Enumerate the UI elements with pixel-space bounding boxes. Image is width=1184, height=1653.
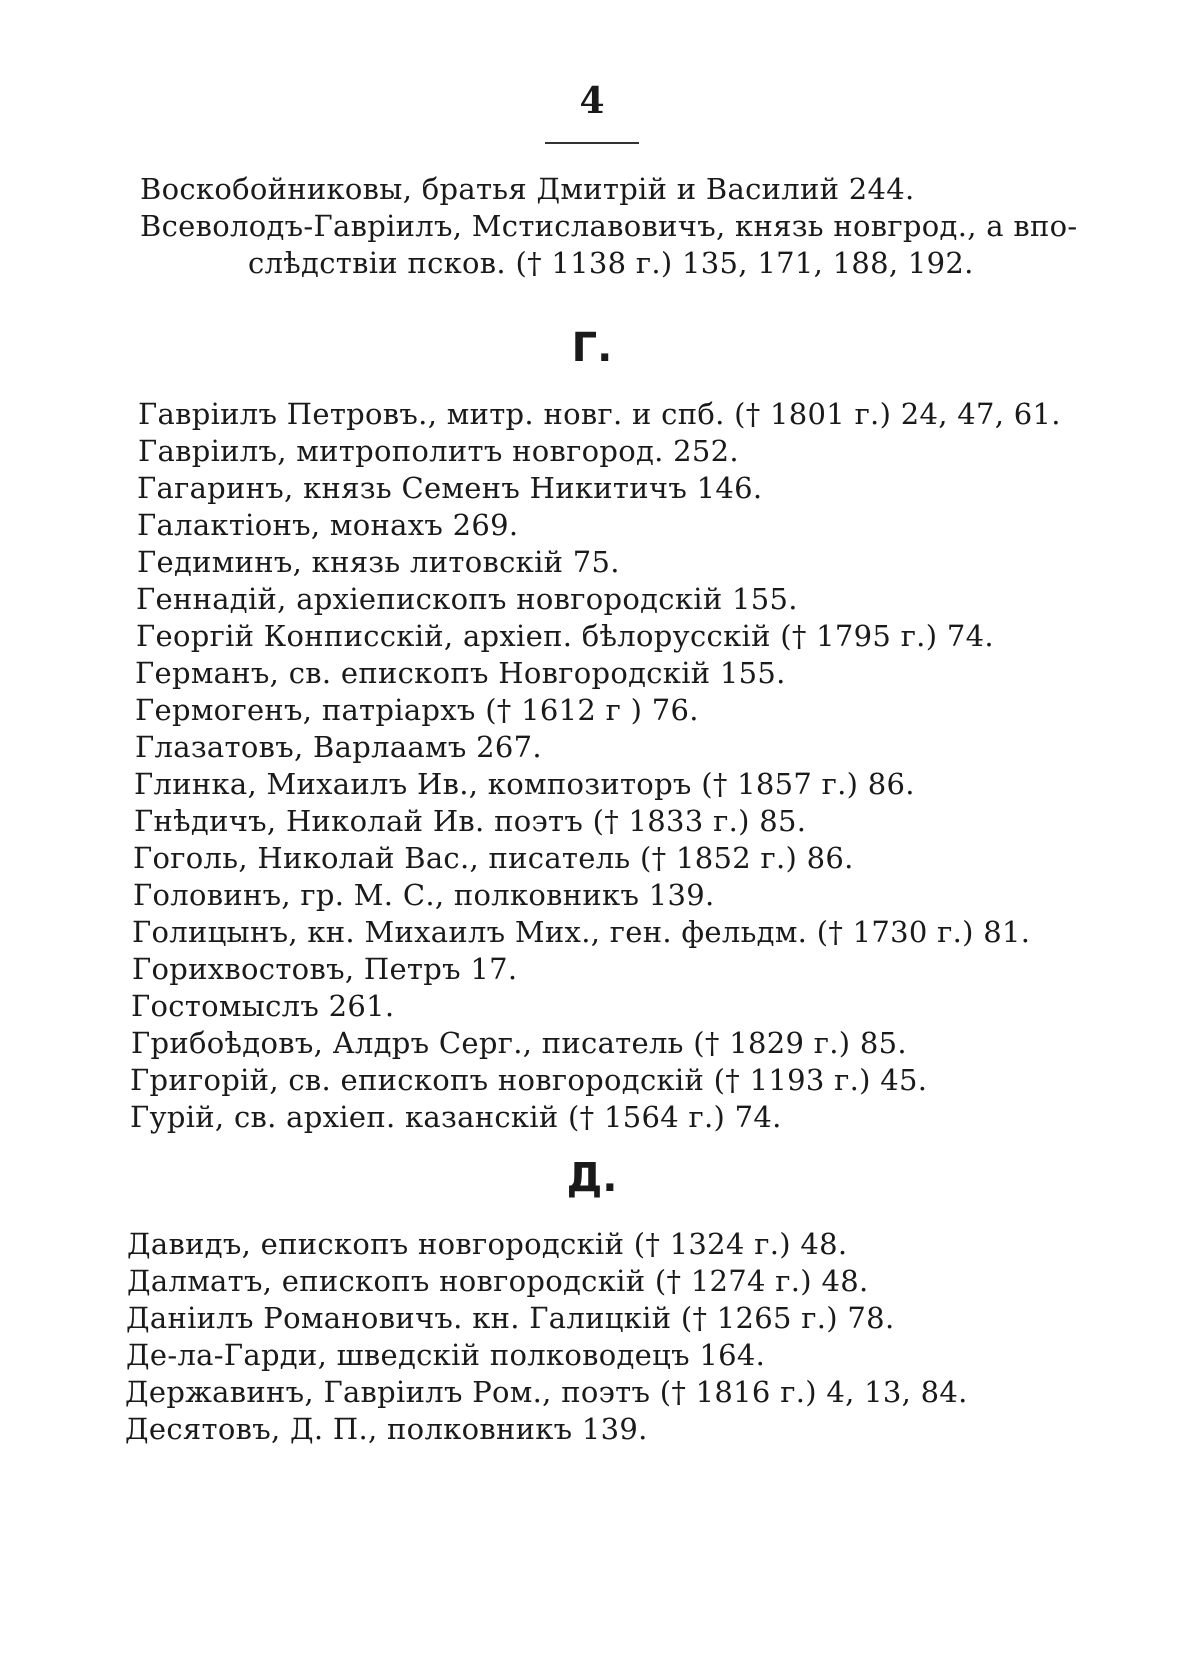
section-heading-d: Д. — [566, 1155, 618, 1201]
index-entry: Грибоѣдовъ, Алдръ Серг., писатель († 1829 г.) 85. — [131, 1026, 907, 1060]
index-entry: Давидъ, епископъ новгородскій († 1324 г.) 48. — [127, 1227, 848, 1261]
index-entry: Де-ла-Гарди, шведскій полководецъ 164. — [126, 1338, 766, 1372]
index-entry: Гавріилъ, митрополитъ новгород. 252. — [138, 434, 739, 468]
index-entry: Гостомыслъ 261. — [131, 989, 395, 1023]
index-entry: Всеволодъ-Гавріилъ, Мстиславовичъ, князь новгрод., а впо- — [140, 209, 1078, 243]
index-entry: Глазатовъ, Варлаамъ 267. — [135, 730, 542, 764]
index-entry: Григорій, св. епископъ новгородскій († 1193 г.) 45. — [130, 1063, 928, 1097]
index-entry: Державинъ, Гавріилъ Ром., поэтъ († 1816 г.) 4, 13, 84. — [125, 1375, 968, 1409]
index-entry: Воскобойниковы, братья Дмитрій и Василий 244. — [140, 172, 915, 206]
page-number: 4 — [579, 80, 605, 122]
index-entry: Галактіонъ, монахъ 269. — [137, 508, 519, 542]
index-entry: Голицынъ, кн. Михаилъ Мих., ген. фельдм. († 1730 г.) 81. — [132, 915, 1031, 949]
index-entry: Головинъ, гр. М. С., полковникъ 139. — [133, 878, 715, 912]
index-entry: Гоголь, Николай Вас., писатель († 1852 г.) 86. — [133, 841, 854, 875]
index-entry: Гедиминъ, князь литовскій 75. — [137, 545, 620, 579]
index-entry: Гагаринъ, князь Семенъ Никитичъ 146. — [137, 471, 763, 505]
index-entry: Далматъ, епископъ новгородскій († 1274 г.) 48. — [127, 1264, 869, 1298]
page-number-rule — [545, 142, 639, 144]
index-entry: Глинка, Михаилъ Ив., композиторъ († 1857 г.) 86. — [134, 767, 915, 801]
index-entry: Гермогенъ, патріархъ († 1612 г ) 76. — [135, 693, 699, 727]
index-entry: Даніилъ Романовичъ. кн. Галицкій († 1265 г.) 78. — [126, 1301, 895, 1335]
top-entries — [0, 171, 1184, 282]
section-d-entries — [0, 1226, 1184, 1448]
index-entry: Георгій Конписскій, архіеп. бѣлорусскій († 1795 г.) 74. — [136, 619, 994, 653]
index-entry: Германъ, св. епископъ Новгородскій 155. — [135, 656, 786, 690]
index-entry: Гавріилъ Петровъ., митр. новг. и спб. († 1801 г.) 24, 47, 61. — [138, 397, 1061, 431]
section-g-entries — [0, 396, 1184, 1136]
section-heading-g: Г. — [571, 325, 613, 371]
index-entry: Гурій, св. архіеп. казанскій († 1564 г.) 74. — [130, 1100, 782, 1134]
index-entry-continuation: слѣдствіи псков. († 1138 г.) 135, 171, 188, 192. — [248, 246, 974, 280]
index-entry: Десятовъ, Д. П., полковникъ 139. — [125, 1412, 648, 1446]
index-entry: Геннадій, архіепископъ новгородскій 155. — [136, 582, 798, 616]
index-entry: Гнѣдичъ, Николай Ив. поэтъ († 1833 г.) 85. — [134, 804, 807, 838]
index-entry: Горихвостовъ, Петръ 17. — [132, 952, 518, 986]
